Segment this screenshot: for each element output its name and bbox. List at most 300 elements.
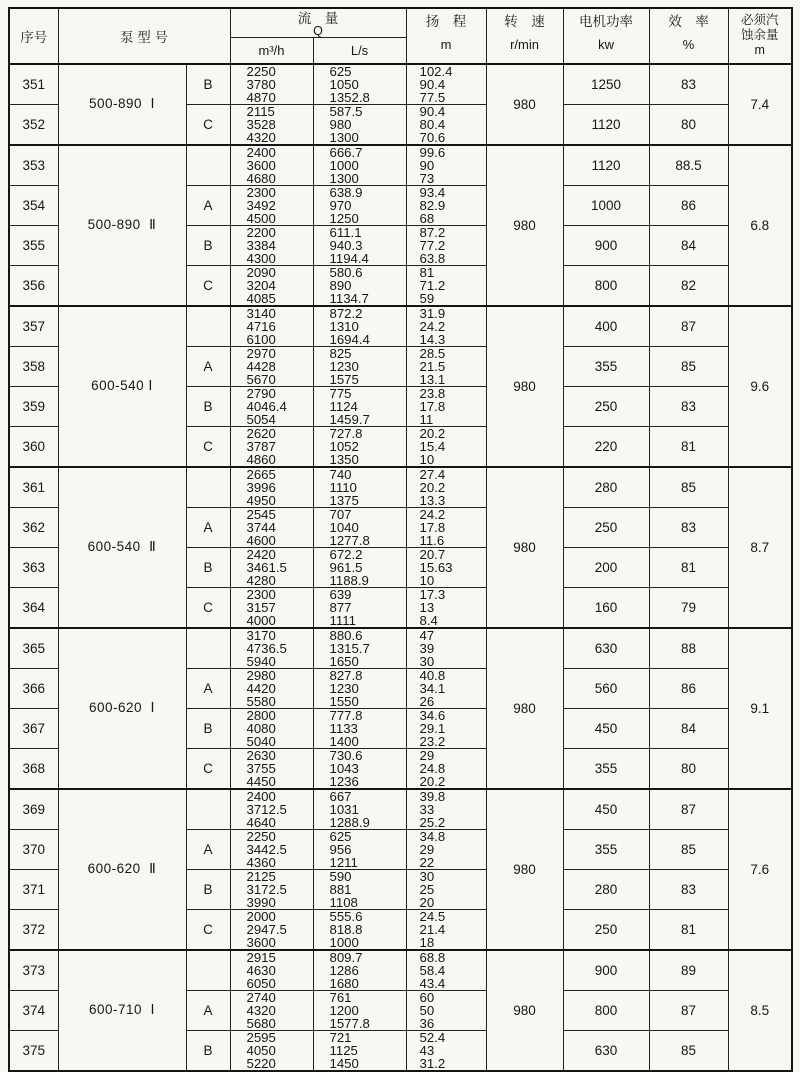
power-cell: 160	[563, 587, 649, 628]
table-row	[9, 145, 792, 186]
flow-m3h-cell	[230, 869, 313, 909]
flow-ls-cell	[313, 386, 406, 426]
value-line: 3461.5	[246, 559, 287, 575]
value-line: 2980	[246, 667, 276, 683]
value-line: 10	[419, 451, 435, 467]
model-cell: 500-890 Ⅱ	[58, 145, 186, 306]
value-line: 4080	[246, 720, 276, 736]
value-line: 2620	[246, 425, 276, 441]
variant-letter-cell: B	[186, 1030, 230, 1071]
value-line: 14.3	[419, 331, 446, 347]
variant-letter-cell	[186, 628, 230, 669]
value-line: 2800	[246, 707, 276, 723]
value-line: 777.8	[329, 707, 363, 723]
value-line: 727.8	[329, 425, 363, 441]
power-cell: 900	[563, 950, 649, 991]
speed-cell: 980	[486, 467, 563, 628]
serial-cell: 355	[9, 225, 58, 265]
power-cell: 250	[563, 507, 649, 547]
head-cell	[406, 306, 486, 347]
value-line: 15.4	[419, 438, 446, 454]
flow-m3h-cell	[230, 426, 313, 467]
power-cell: 1250	[563, 64, 649, 105]
header-speed-title: 转 速	[504, 14, 545, 29]
value-line: 1230	[329, 680, 359, 696]
flow-m3h-cell	[230, 265, 313, 306]
flow-ls-cell	[313, 225, 406, 265]
flow-ls-cell	[313, 467, 406, 508]
head-cell	[406, 587, 486, 628]
value-line: 1352.8	[329, 89, 370, 105]
value-line: 707	[329, 506, 352, 522]
value-line: 3492	[246, 197, 276, 213]
flow-m3h-cell	[230, 507, 313, 547]
variant-letter-cell: B	[186, 869, 230, 909]
flow-ls-cell	[313, 426, 406, 467]
power-cell: 220	[563, 426, 649, 467]
power-cell: 900	[563, 225, 649, 265]
value-line: 3787	[246, 438, 276, 454]
value-line: 672.2	[329, 546, 363, 562]
flow-ls-cell	[313, 1030, 406, 1071]
value-line: 2420	[246, 546, 276, 562]
value-line: 1236	[329, 773, 359, 789]
variant-letter-cell	[186, 789, 230, 830]
value-line: 90	[419, 157, 435, 173]
header-efficiency-unit: %	[682, 37, 695, 52]
value-line: 52.4	[419, 1029, 446, 1045]
header-head-title: 扬 程	[425, 14, 467, 29]
value-line: 1300	[329, 129, 359, 145]
serial-cell: 359	[9, 386, 58, 426]
value-line: 3780	[246, 76, 276, 92]
head-cell	[406, 748, 486, 789]
value-line: 8.4	[419, 612, 438, 628]
variant-letter-cell: B	[186, 64, 230, 105]
value-line: 1031	[329, 801, 359, 817]
value-line: 5220	[246, 1055, 276, 1071]
value-line: 102.4	[419, 63, 453, 79]
header-efficiency	[649, 8, 728, 64]
value-line: 10	[419, 572, 435, 588]
value-line: 1315.7	[329, 640, 370, 656]
value-line: 4428	[246, 358, 276, 374]
value-line: 625	[329, 63, 352, 79]
header-speed-unit: r/min	[510, 37, 539, 52]
value-line: 775	[329, 385, 352, 401]
head-cell	[406, 185, 486, 225]
value-line: 872.2	[329, 305, 363, 321]
power-cell: 800	[563, 265, 649, 306]
value-line: 24.2	[419, 318, 446, 334]
npsh-cell: 8.5	[728, 950, 792, 1071]
serial-cell: 364	[9, 587, 58, 628]
value-line: 4716	[246, 318, 276, 334]
value-line: 4680	[246, 170, 276, 186]
value-line: 1110	[329, 479, 357, 495]
value-line: 2790	[246, 385, 276, 401]
value-line: 20.2	[419, 425, 446, 441]
head-cell	[406, 426, 486, 467]
flow-ls-cell	[313, 668, 406, 708]
serial-cell: 363	[9, 547, 58, 587]
header-serial: 序号	[9, 8, 58, 64]
header-npsh-line2: 蚀余量	[741, 28, 779, 43]
efficiency-cell: 79	[649, 587, 728, 628]
efficiency-cell: 83	[649, 64, 728, 105]
value-line: 1134.7	[329, 290, 369, 306]
serial-cell: 366	[9, 668, 58, 708]
flow-ls-cell	[313, 185, 406, 225]
model-cell: 600-540 Ⅱ	[58, 467, 186, 628]
model-cell: 600-620 Ⅰ	[58, 628, 186, 789]
value-line: 24.8	[419, 760, 446, 776]
value-line: 2665	[246, 466, 276, 482]
value-line: 3755	[246, 760, 276, 776]
value-line: 24.2	[419, 506, 446, 522]
value-line: 4046.4	[246, 398, 287, 414]
variant-letter-cell: A	[186, 990, 230, 1030]
value-line: 4320	[246, 129, 276, 145]
efficiency-cell: 81	[649, 547, 728, 587]
value-line: 80.4	[419, 116, 446, 132]
efficiency-cell: 86	[649, 668, 728, 708]
flow-ls-cell	[313, 547, 406, 587]
flow-m3h-cell	[230, 628, 313, 669]
value-line: 890	[329, 277, 352, 293]
value-line: 50	[419, 1002, 435, 1018]
value-line: 5040	[246, 733, 276, 749]
value-line: 39.8	[419, 788, 446, 804]
value-line: 20.2	[419, 773, 446, 789]
efficiency-cell: 82	[649, 265, 728, 306]
efficiency-cell: 85	[649, 829, 728, 869]
value-line: 1400	[329, 733, 359, 749]
speed-cell: 980	[486, 64, 563, 145]
flow-m3h-cell	[230, 145, 313, 186]
variant-letter-cell: C	[186, 909, 230, 950]
header-head-unit: m	[440, 37, 452, 52]
value-line: 43	[419, 1042, 435, 1058]
value-line: 4640	[246, 814, 276, 830]
variant-letter-cell	[186, 950, 230, 991]
value-line: 1000	[329, 934, 359, 950]
value-line: 1200	[329, 1002, 359, 1018]
variant-letter-cell: C	[186, 265, 230, 306]
value-line: 13.1	[419, 371, 446, 387]
value-line: 4320	[246, 1002, 276, 1018]
table-row	[9, 789, 792, 830]
flow-ls-cell	[313, 507, 406, 547]
value-line: 1350	[329, 451, 359, 467]
model-cell: 600-540 Ⅰ	[58, 306, 186, 467]
value-line: 940.3	[329, 237, 363, 253]
value-line: 15.63	[419, 559, 453, 575]
value-line: 4630	[246, 962, 276, 978]
value-line: 3204	[246, 277, 276, 293]
value-line: 555.6	[329, 908, 363, 924]
variant-letter-cell: B	[186, 386, 230, 426]
value-line: 24.5	[419, 908, 446, 924]
value-line: 21.4	[419, 921, 446, 937]
efficiency-cell: 85	[649, 467, 728, 508]
serial-cell: 375	[9, 1030, 58, 1071]
value-line: 3172.5	[246, 881, 287, 897]
header-power	[563, 8, 649, 64]
serial-cell: 374	[9, 990, 58, 1030]
header-npsh-line1: 必须汽	[741, 13, 779, 28]
value-line: 36	[419, 1015, 435, 1031]
value-line: 3996	[246, 479, 276, 495]
value-line: 580.6	[329, 264, 363, 280]
value-line: 666.7	[329, 144, 363, 160]
value-line: 21.5	[419, 358, 446, 374]
npsh-cell: 7.4	[728, 64, 792, 145]
value-line: 4085	[246, 290, 276, 306]
value-line: 27.4	[419, 466, 446, 482]
variant-letter-cell	[186, 145, 230, 186]
head-cell	[406, 950, 486, 991]
value-line: 5580	[246, 693, 276, 709]
value-line: 29.1	[419, 720, 446, 736]
head-cell	[406, 547, 486, 587]
flow-m3h-cell	[230, 547, 313, 587]
value-line: 587.5	[329, 103, 363, 119]
power-cell: 1000	[563, 185, 649, 225]
power-cell: 450	[563, 789, 649, 830]
value-line: 3990	[246, 894, 276, 910]
head-cell	[406, 1030, 486, 1071]
flow-m3h-cell	[230, 306, 313, 347]
value-line: 1108	[329, 894, 358, 910]
serial-cell: 361	[9, 467, 58, 508]
value-line: 638.9	[329, 184, 363, 200]
value-line: 73	[419, 170, 435, 186]
efficiency-cell: 89	[649, 950, 728, 991]
head-cell	[406, 467, 486, 508]
head-cell	[406, 64, 486, 105]
value-line: 2400	[246, 144, 276, 160]
value-line: 63.8	[419, 250, 446, 266]
serial-cell: 365	[9, 628, 58, 669]
head-cell	[406, 869, 486, 909]
value-line: 881	[329, 881, 352, 897]
value-line: 1375	[329, 492, 359, 508]
value-line: 4050	[246, 1042, 276, 1058]
flow-ls-cell	[313, 789, 406, 830]
value-line: 1680	[329, 975, 359, 991]
value-line: 4860	[246, 451, 276, 467]
value-line: 71.2	[419, 277, 446, 293]
power-cell: 630	[563, 628, 649, 669]
serial-cell: 367	[9, 708, 58, 748]
value-line: 961.5	[329, 559, 363, 575]
value-line: 68	[419, 210, 435, 226]
power-cell: 400	[563, 306, 649, 347]
head-cell	[406, 829, 486, 869]
value-line: 4870	[246, 89, 276, 105]
value-line: 1300	[329, 170, 359, 186]
value-line: 2125	[246, 868, 276, 884]
value-line: 90.4	[419, 76, 446, 92]
value-line: 87.2	[419, 224, 446, 240]
head-cell	[406, 668, 486, 708]
value-line: 590	[329, 868, 352, 884]
variant-letter-cell: A	[186, 346, 230, 386]
value-line: 26	[419, 693, 435, 709]
value-line: 1040	[329, 519, 359, 535]
value-line: 4300	[246, 250, 276, 266]
power-cell: 250	[563, 386, 649, 426]
head-cell	[406, 507, 486, 547]
flow-m3h-cell	[230, 789, 313, 830]
value-line: 5054	[246, 411, 276, 427]
value-line: 31.9	[419, 305, 446, 321]
flow-m3h-cell	[230, 104, 313, 145]
model-cell: 600-620 Ⅱ	[58, 789, 186, 950]
value-line: 22	[419, 854, 435, 870]
power-cell: 1120	[563, 104, 649, 145]
variant-letter-cell	[186, 467, 230, 508]
header-flow-title: 流 量	[297, 11, 339, 26]
value-line: 17.3	[419, 586, 446, 602]
value-line: 3712.5	[246, 801, 287, 817]
value-line: 1211	[329, 854, 358, 870]
value-line: 639	[329, 586, 352, 602]
value-line: 2740	[246, 989, 276, 1005]
flow-m3h-cell	[230, 185, 313, 225]
value-line: 3600	[246, 157, 276, 173]
variant-letter-cell: B	[186, 547, 230, 587]
value-line: 4450	[246, 773, 276, 789]
value-line: 4360	[246, 854, 276, 870]
value-line: 3744	[246, 519, 276, 535]
value-line: 77.2	[419, 237, 446, 253]
head-cell	[406, 104, 486, 145]
value-line: 1577.8	[329, 1015, 370, 1031]
model-cell: 600-710 Ⅰ	[58, 950, 186, 1071]
value-line: 2915	[246, 949, 276, 965]
value-line: 1277.8	[329, 532, 370, 548]
efficiency-cell: 83	[649, 386, 728, 426]
power-cell: 200	[563, 547, 649, 587]
value-line: 20	[419, 894, 435, 910]
value-line: 30	[419, 868, 435, 884]
flow-ls-cell	[313, 829, 406, 869]
flow-m3h-cell	[230, 668, 313, 708]
value-line: 13.3	[419, 492, 446, 508]
value-line: 23.8	[419, 385, 446, 401]
value-line: 33	[419, 801, 435, 817]
serial-cell: 353	[9, 145, 58, 186]
efficiency-cell: 80	[649, 104, 728, 145]
value-line: 2970	[246, 345, 276, 361]
serial-cell: 371	[9, 869, 58, 909]
value-line: 956	[329, 841, 352, 857]
value-line: 1650	[329, 653, 359, 669]
power-cell: 280	[563, 869, 649, 909]
value-line: 1050	[329, 76, 359, 92]
value-line: 11.6	[419, 532, 445, 548]
value-line: 3600	[246, 934, 276, 950]
value-line: 90.4	[419, 103, 446, 119]
value-line: 31.2	[419, 1055, 446, 1071]
flow-ls-cell	[313, 346, 406, 386]
value-line: 1550	[329, 693, 359, 709]
value-line: 1000	[329, 157, 359, 173]
power-cell: 355	[563, 346, 649, 386]
efficiency-cell: 81	[649, 426, 728, 467]
flow-m3h-cell	[230, 225, 313, 265]
flow-m3h-cell	[230, 950, 313, 991]
value-line: 1459.7	[329, 411, 370, 427]
value-line: 23.2	[419, 733, 446, 749]
value-line: 70.6	[419, 129, 446, 145]
value-line: 30	[419, 653, 435, 669]
speed-cell: 980	[486, 950, 563, 1071]
value-line: 1575	[329, 371, 359, 387]
power-cell: 250	[563, 909, 649, 950]
value-line: 3442.5	[246, 841, 287, 857]
flow-ls-cell	[313, 587, 406, 628]
efficiency-cell: 85	[649, 346, 728, 386]
head-cell	[406, 265, 486, 306]
value-line: 667	[329, 788, 352, 804]
table-row	[9, 628, 792, 669]
value-line: 4950	[246, 492, 276, 508]
flow-ls-cell	[313, 104, 406, 145]
value-line: 980	[329, 116, 352, 132]
header-speed	[486, 8, 563, 64]
flow-m3h-cell	[230, 587, 313, 628]
flow-ls-cell	[313, 265, 406, 306]
head-cell	[406, 708, 486, 748]
value-line: 39	[419, 640, 435, 656]
value-line: 5670	[246, 371, 276, 387]
value-line: 5940	[246, 653, 276, 669]
variant-letter-cell: A	[186, 829, 230, 869]
efficiency-cell: 85	[649, 1030, 728, 1071]
value-line: 2300	[246, 586, 276, 602]
value-line: 6050	[246, 975, 276, 991]
flow-ls-cell	[313, 950, 406, 991]
value-line: 1043	[329, 760, 359, 776]
value-line: 1286	[329, 962, 359, 978]
value-line: 6100	[246, 331, 276, 347]
serial-cell: 352	[9, 104, 58, 145]
value-line: 2300	[246, 184, 276, 200]
power-cell: 355	[563, 748, 649, 789]
serial-cell: 373	[9, 950, 58, 991]
value-line: 68.8	[419, 949, 446, 965]
head-cell	[406, 225, 486, 265]
value-line: 93.4	[419, 184, 446, 200]
serial-cell: 372	[9, 909, 58, 950]
head-cell	[406, 346, 486, 386]
value-line: 1250	[329, 210, 359, 226]
power-cell: 1120	[563, 145, 649, 186]
serial-cell: 369	[9, 789, 58, 830]
flow-ls-cell	[313, 708, 406, 748]
serial-cell: 357	[9, 306, 58, 347]
value-line: 827.8	[329, 667, 363, 683]
flow-m3h-cell	[230, 829, 313, 869]
value-line: 970	[329, 197, 352, 213]
value-line: 1133	[329, 720, 358, 736]
value-line: 2595	[246, 1029, 276, 1045]
value-line: 60	[419, 989, 435, 1005]
header-model: 泵 型 号	[58, 8, 230, 64]
